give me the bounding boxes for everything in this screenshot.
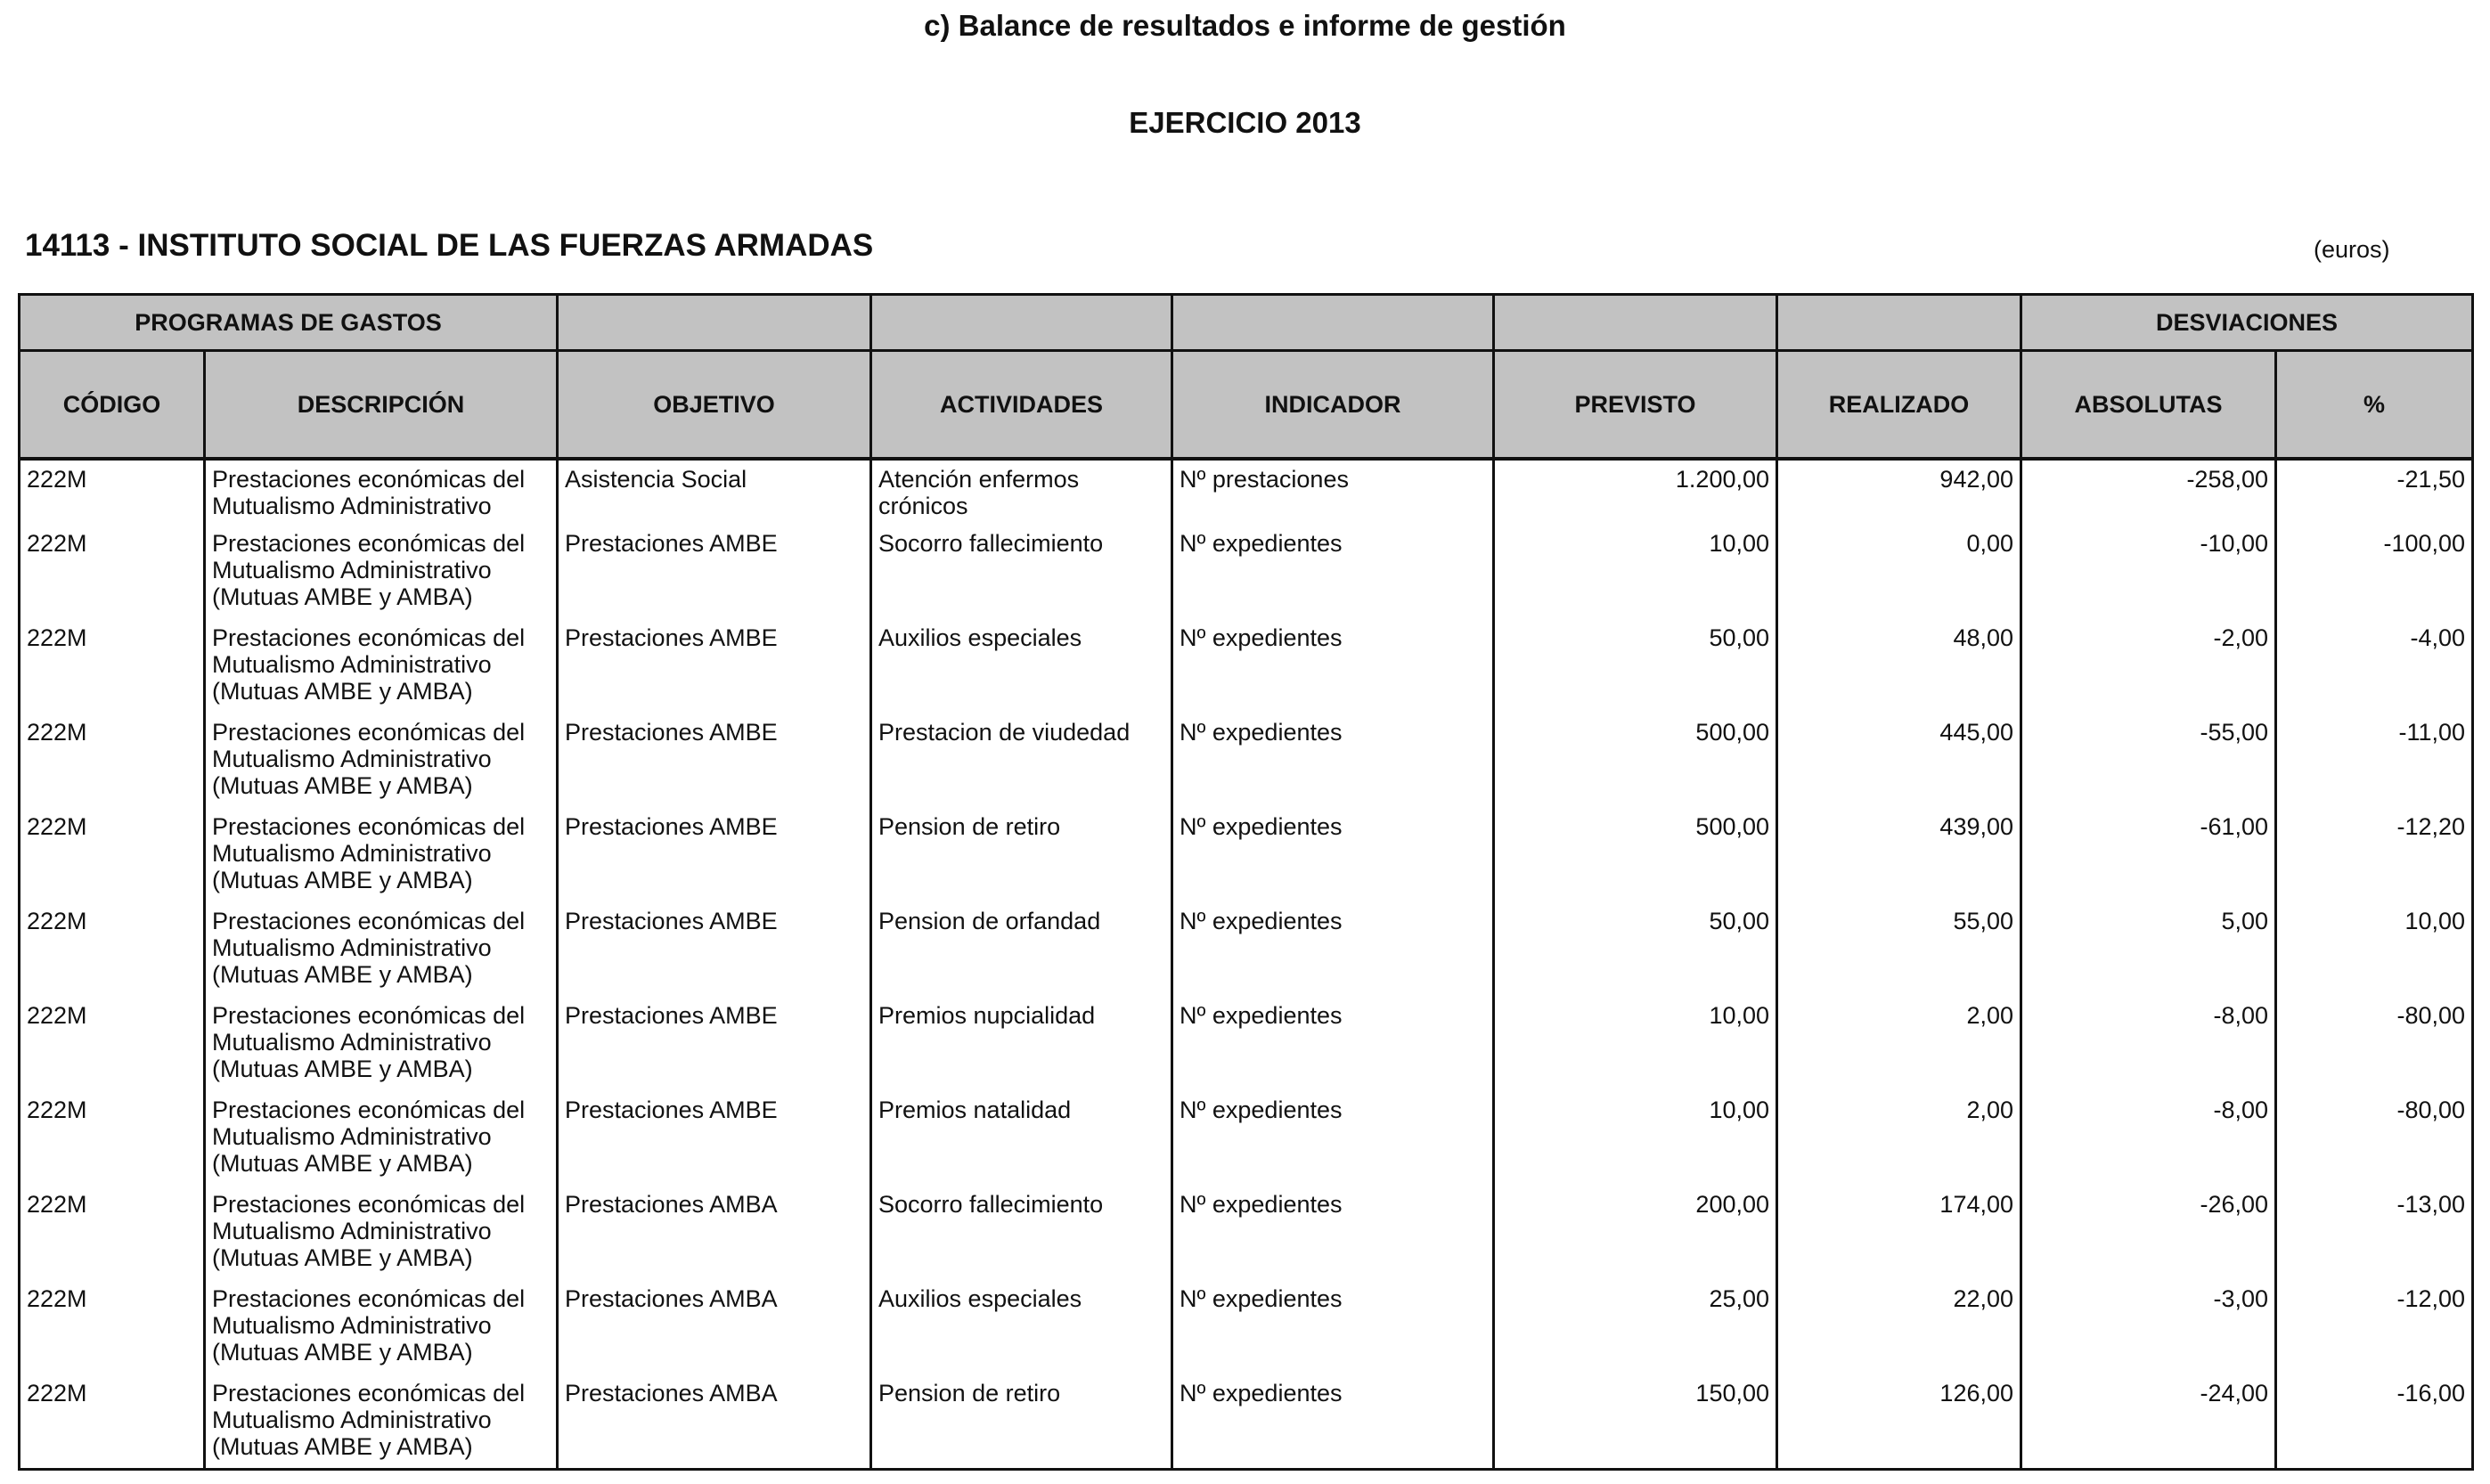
cell-actividades [871, 1374, 1172, 1469]
cell-indicador: Nº expedientes [1172, 808, 1494, 902]
cell-absolutas: -8,00 [2021, 997, 2276, 1091]
table-row [20, 1186, 2473, 1280]
cell-absolutas: -258,00 [2021, 459, 2276, 525]
cell-actividades-line: Auxilios especiales [878, 1285, 1082, 1312]
cell-actividades [871, 1280, 1172, 1374]
currency-units: (euros) [2314, 236, 2390, 263]
cell-porcentaje: -16,00 [2276, 1374, 2473, 1469]
cell-codigo: 222M [20, 997, 205, 1091]
cell-absolutas: -3,00 [2021, 1280, 2276, 1374]
cell-absolutas: -10,00 [2021, 525, 2276, 619]
cell-descripcion-line: Mutualismo Administrativo [212, 493, 492, 519]
table-row [20, 997, 2473, 1091]
cell-objetivo: Prestaciones AMBE [558, 808, 871, 902]
cell-previsto: 10,00 [1494, 1091, 1777, 1186]
table-row [20, 713, 2473, 808]
column-header-descripcion: DESCRIPCIÓN [205, 351, 558, 460]
cell-objetivo: Prestaciones AMBA [558, 1186, 871, 1280]
cell-realizado: 942,00 [1777, 459, 2021, 525]
entity-heading: 14113 - INSTITUTO SOCIAL DE LAS FUERZAS ARMADAS [25, 228, 874, 263]
cell-indicador: Nº expedientes [1172, 525, 1494, 619]
cell-descripcion-line: Mutualismo Administrativo [212, 1123, 492, 1150]
cell-actividades-line: Socorro fallecimiento [878, 530, 1104, 557]
column-header-actividades: ACTIVIDADES [871, 351, 1172, 460]
cell-actividades [871, 619, 1172, 713]
cell-descripcion-line: (Mutuas AMBE y AMBA) [212, 772, 473, 799]
cell-absolutas: -26,00 [2021, 1186, 2276, 1280]
cell-codigo: 222M [20, 1091, 205, 1186]
cell-actividades-line: Pension de retiro [878, 813, 1061, 840]
cell-descripcion-line: (Mutuas AMBE y AMBA) [212, 1339, 473, 1366]
cell-actividades-line: Premios natalidad [878, 1097, 1072, 1123]
cell-absolutas: -24,00 [2021, 1374, 2276, 1469]
cell-porcentaje: -21,50 [2276, 459, 2473, 525]
cell-porcentaje: -100,00 [2276, 525, 2473, 619]
cell-realizado: 2,00 [1777, 1091, 2021, 1186]
cell-descripcion-line: (Mutuas AMBE y AMBA) [212, 961, 473, 988]
cell-descripcion [205, 619, 558, 713]
cell-actividades-line: Pension de orfandad [878, 908, 1101, 934]
cell-objetivo: Prestaciones AMBA [558, 1374, 871, 1469]
cell-porcentaje: -11,00 [2276, 713, 2473, 808]
cell-descripcion-line: Mutualismo Administrativo [212, 934, 492, 961]
cell-realizado: 126,00 [1777, 1374, 2021, 1469]
cell-previsto: 1.200,00 [1494, 459, 1777, 525]
cell-actividades-line: Pension de retiro [878, 1380, 1061, 1407]
document-title: c) Balance de resultados e informe de gestión [924, 9, 1566, 42]
header-empty-indicador [1172, 295, 1494, 351]
cell-actividades-line: Atención enfermos [878, 466, 1080, 493]
cell-descripcion-line: Mutualismo Administrativo [212, 1218, 492, 1244]
cell-indicador: Nº prestaciones [1172, 459, 1494, 525]
cell-indicador: Nº expedientes [1172, 1280, 1494, 1374]
table-row [20, 525, 2473, 619]
cell-indicador: Nº expedientes [1172, 1186, 1494, 1280]
cell-actividades [871, 808, 1172, 902]
cell-descripcion-line: Mutualismo Administrativo [212, 1029, 492, 1056]
cell-absolutas: -2,00 [2021, 619, 2276, 713]
cell-actividades [871, 713, 1172, 808]
table-body [20, 459, 2473, 1469]
cell-indicador: Nº expedientes [1172, 713, 1494, 808]
cell-descripcion-line: Prestaciones económicas del [212, 466, 526, 493]
column-header-objetivo: OBJETIVO [558, 351, 871, 460]
cell-actividades [871, 1091, 1172, 1186]
cell-actividades-line: Socorro fallecimiento [878, 1191, 1104, 1218]
cell-objetivo: Asistencia Social [558, 459, 871, 525]
cell-porcentaje: -12,00 [2276, 1280, 2473, 1374]
table-row [20, 1374, 2473, 1469]
cell-descripcion-line: (Mutuas AMBE y AMBA) [212, 1433, 473, 1460]
cell-previsto: 50,00 [1494, 619, 1777, 713]
header-empty-actividades [871, 295, 1172, 351]
cell-codigo: 222M [20, 1186, 205, 1280]
cell-indicador: Nº expedientes [1172, 997, 1494, 1091]
cell-descripcion-line: Mutualismo Administrativo [212, 840, 492, 867]
column-header-porcentaje: % [2276, 351, 2473, 460]
results-table [18, 293, 2474, 1471]
table-row [20, 459, 2473, 525]
column-header-realizado: REALIZADO [1777, 351, 2021, 460]
cell-objetivo: Prestaciones AMBE [558, 1091, 871, 1186]
cell-descripcion [205, 1186, 558, 1280]
cell-descripcion [205, 1280, 558, 1374]
cell-actividades-line: Premios nupcialidad [878, 1002, 1096, 1029]
cell-actividades [871, 525, 1172, 619]
cell-absolutas: -55,00 [2021, 713, 2276, 808]
cell-absolutas: 5,00 [2021, 902, 2276, 997]
cell-codigo: 222M [20, 808, 205, 902]
cell-descripcion-line: Mutualismo Administrativo [212, 1407, 492, 1433]
cell-actividades [871, 459, 1172, 525]
cell-objetivo: Prestaciones AMBE [558, 619, 871, 713]
table-row [20, 1091, 2473, 1186]
cell-indicador: Nº expedientes [1172, 619, 1494, 713]
header-desviaciones: DESVIACIONES [2021, 295, 2473, 351]
cell-objetivo: Prestaciones AMBE [558, 997, 871, 1091]
cell-indicador: Nº expedientes [1172, 1091, 1494, 1186]
cell-descripcion [205, 459, 558, 525]
cell-realizado: 2,00 [1777, 997, 2021, 1091]
cell-objetivo: Prestaciones AMBE [558, 525, 871, 619]
cell-descripcion-line: Prestaciones económicas del [212, 813, 526, 840]
column-header-row [20, 351, 2473, 460]
header-empty-realizado [1777, 295, 2021, 351]
cell-objetivo: Prestaciones AMBE [558, 902, 871, 997]
cell-descripcion-line: Prestaciones económicas del [212, 1097, 526, 1123]
cell-codigo: 222M [20, 619, 205, 713]
header-empty-objetivo [558, 295, 871, 351]
cell-realizado: 48,00 [1777, 619, 2021, 713]
column-header-codigo: CÓDIGO [20, 351, 205, 460]
cell-indicador: Nº expedientes [1172, 1374, 1494, 1469]
cell-actividades [871, 1186, 1172, 1280]
cell-absolutas: -61,00 [2021, 808, 2276, 902]
cell-descripcion [205, 713, 558, 808]
cell-codigo: 222M [20, 525, 205, 619]
cell-descripcion-line: Mutualismo Administrativo [212, 746, 492, 772]
cell-porcentaje: -4,00 [2276, 619, 2473, 713]
column-header-indicador: INDICADOR [1172, 351, 1494, 460]
cell-actividades-line: Auxilios especiales [878, 624, 1082, 651]
cell-previsto: 50,00 [1494, 902, 1777, 997]
table-row [20, 808, 2473, 902]
table-row [20, 1280, 2473, 1374]
cell-descripcion [205, 525, 558, 619]
cell-descripcion [205, 1374, 558, 1469]
table-row [20, 619, 2473, 713]
cell-previsto: 500,00 [1494, 713, 1777, 808]
cell-objetivo: Prestaciones AMBE [558, 713, 871, 808]
cell-previsto: 10,00 [1494, 525, 1777, 619]
cell-porcentaje: -80,00 [2276, 1091, 2473, 1186]
cell-descripcion-line: (Mutuas AMBE y AMBA) [212, 1056, 473, 1082]
cell-descripcion-line: Prestaciones económicas del [212, 624, 526, 651]
table-row [20, 902, 2473, 997]
fiscal-year-heading: EJERCICIO 2013 [1129, 106, 1361, 139]
header-programas-de-gastos: PROGRAMAS DE GASTOS [20, 295, 558, 351]
cell-descripcion-line: Mutualismo Administrativo [212, 651, 492, 678]
column-header-previsto: PREVISTO [1494, 351, 1777, 460]
cell-realizado: 22,00 [1777, 1280, 2021, 1374]
cell-descripcion-line: Mutualismo Administrativo [212, 1312, 492, 1339]
cell-descripcion-line: Prestaciones económicas del [212, 908, 526, 934]
cell-previsto: 500,00 [1494, 808, 1777, 902]
cell-codigo: 222M [20, 459, 205, 525]
cell-porcentaje: 10,00 [2276, 902, 2473, 997]
cell-descripcion-line: Prestaciones económicas del [212, 530, 526, 557]
cell-descripcion [205, 1091, 558, 1186]
cell-porcentaje: -80,00 [2276, 997, 2473, 1091]
cell-previsto: 200,00 [1494, 1186, 1777, 1280]
cell-realizado: 439,00 [1777, 808, 2021, 902]
cell-objetivo: Prestaciones AMBA [558, 1280, 871, 1374]
cell-descripcion [205, 808, 558, 902]
cell-codigo: 222M [20, 1280, 205, 1374]
header-empty-previsto [1494, 295, 1777, 351]
cell-realizado: 174,00 [1777, 1186, 2021, 1280]
column-header-absolutas: ABSOLUTAS [2021, 351, 2276, 460]
cell-descripcion-line: Prestaciones económicas del [212, 1285, 526, 1312]
cell-descripcion-line: Prestaciones económicas del [212, 719, 526, 746]
cell-realizado: 55,00 [1777, 902, 2021, 997]
cell-actividades-line: Prestacion de viudedad [878, 719, 1131, 746]
cell-realizado: 445,00 [1777, 713, 2021, 808]
cell-porcentaje: -12,20 [2276, 808, 2473, 902]
cell-codigo: 222M [20, 902, 205, 997]
cell-previsto: 10,00 [1494, 997, 1777, 1091]
cell-descripcion-line: Prestaciones económicas del [212, 1002, 526, 1029]
cell-realizado: 0,00 [1777, 525, 2021, 619]
cell-descripcion-line: Mutualismo Administrativo [212, 557, 492, 583]
cell-codigo: 222M [20, 713, 205, 808]
cell-absolutas: -8,00 [2021, 1091, 2276, 1186]
cell-descripcion-line: (Mutuas AMBE y AMBA) [212, 1244, 473, 1271]
cell-descripcion-line: (Mutuas AMBE y AMBA) [212, 583, 473, 610]
cell-descripcion [205, 902, 558, 997]
cell-descripcion-line: (Mutuas AMBE y AMBA) [212, 867, 473, 893]
cell-descripcion-line: (Mutuas AMBE y AMBA) [212, 1150, 473, 1177]
cell-descripcion [205, 997, 558, 1091]
cell-descripcion-line: Prestaciones económicas del [212, 1380, 526, 1407]
cell-descripcion-line: (Mutuas AMBE y AMBA) [212, 678, 473, 705]
cell-porcentaje: -13,00 [2276, 1186, 2473, 1280]
cell-indicador: Nº expedientes [1172, 902, 1494, 997]
cell-codigo: 222M [20, 1374, 205, 1469]
cell-descripcion-line: Prestaciones económicas del [212, 1191, 526, 1218]
cell-actividades-line: crónicos [878, 493, 968, 519]
cell-previsto: 25,00 [1494, 1280, 1777, 1374]
cell-actividades [871, 902, 1172, 997]
cell-previsto: 150,00 [1494, 1374, 1777, 1469]
group-header-row [20, 295, 2473, 351]
cell-actividades [871, 997, 1172, 1091]
